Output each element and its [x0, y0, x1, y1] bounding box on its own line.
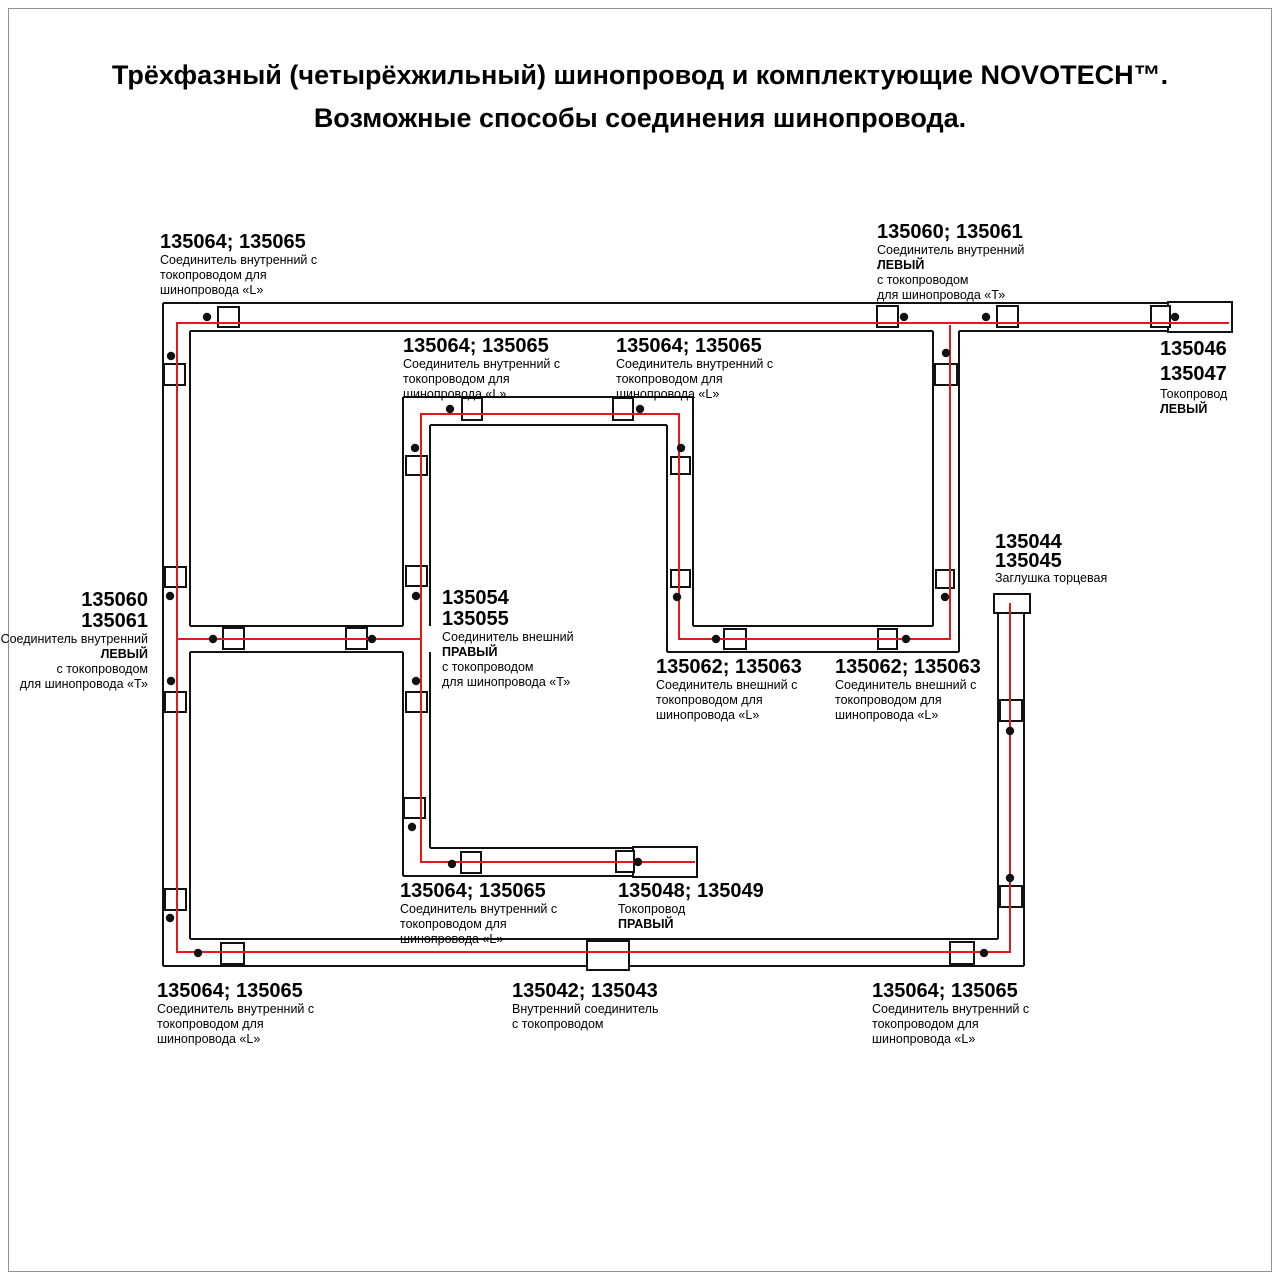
part-code: 135047 [1160, 363, 1227, 385]
label-bottom-center: 135042; 135043 Внутренний соединитель с токопроводом [512, 980, 659, 1031]
label-outer-2: 135062; 135063 Соединитель внешний с токопроводом для шинопровода «L» [835, 656, 981, 722]
label-feed-right: 135048; 135049 Токопровод ПРАВЫЙ [618, 880, 764, 931]
label-feed-left: 135046 135047 Токопровод ЛЕВЫЙ [1160, 338, 1228, 416]
label-outer-1: 135062; 135063 Соединитель внешний с токопроводом для шинопровода «L» [656, 656, 802, 722]
label-top-left: 135064; 135065 Соединитель внутренний с токопроводом для шинопровода «L» [160, 231, 318, 297]
label-center-tee: 135054 135055 Соединитель внешний ПРАВЫЙ с токопроводом для шинопровода «Т» [442, 587, 574, 689]
part-code: 135060 [81, 589, 148, 611]
part-code: 135061 [81, 610, 148, 632]
label-inner-top-2: 135064; 135065 Соединитель внутренний с токопроводом для шинопровода «L» [616, 335, 774, 401]
label-bottom-right: 135064; 135065 Соединитель внутренний с токопроводом для шинопровода «L» [872, 980, 1030, 1046]
part-code: 135045 [995, 550, 1062, 572]
page-title-line-1: Трёхфазный (четырёхжильный) шинопровод и комплектующие NOVOTECH™. [111, 60, 1169, 90]
part-code: 135060; 135061 [877, 221, 1023, 243]
part-code: 135042; 135043 [512, 980, 658, 1002]
page-title-line-2: Возможные способы соединения шинопровода. [313, 103, 967, 133]
part-code: 135064; 135065 [872, 980, 1018, 1002]
label-left-tee: 135060 135061 Соединитель внутренний ЛЕВЫЙ с токопроводом для шинопровода «Т» [0, 589, 148, 691]
part-code: 135064; 135065 [616, 335, 762, 357]
part-code: 135048; 135049 [618, 880, 764, 902]
label-bottom-inner: 135064; 135065 Соединитель внутренний с токопроводом для шинопровода «L» [400, 880, 558, 946]
label-inner-top-1: 135064; 135065 Соединитель внутренний с токопроводом для шинопровода «L» [403, 335, 561, 401]
part-code: 135046 [1160, 338, 1227, 360]
part-code: 135064; 135065 [400, 880, 546, 902]
part-code: 135062; 135063 [656, 656, 802, 678]
label-bottom-left: 135064; 135065 Соединитель внутренний с токопроводом для шинопровода «L» [157, 980, 315, 1046]
part-code: 135064; 135065 [160, 231, 306, 253]
part-code: 135054 [442, 587, 509, 609]
part-code: 135062; 135063 [835, 656, 981, 678]
part-code: 135064; 135065 [403, 335, 549, 357]
end-cap [994, 594, 1030, 613]
part-code: 135044 [995, 531, 1062, 553]
part-code: 135064; 135065 [157, 980, 303, 1002]
part-code: 135055 [442, 608, 509, 630]
label-top-right: 135060; 135061 Соединитель внутренний ЛЕВЫЙ с токопроводом для шинопровода «Т» [877, 221, 1025, 302]
label-end-cap: 135044 135045 Заглушка торцевая [995, 531, 1108, 585]
